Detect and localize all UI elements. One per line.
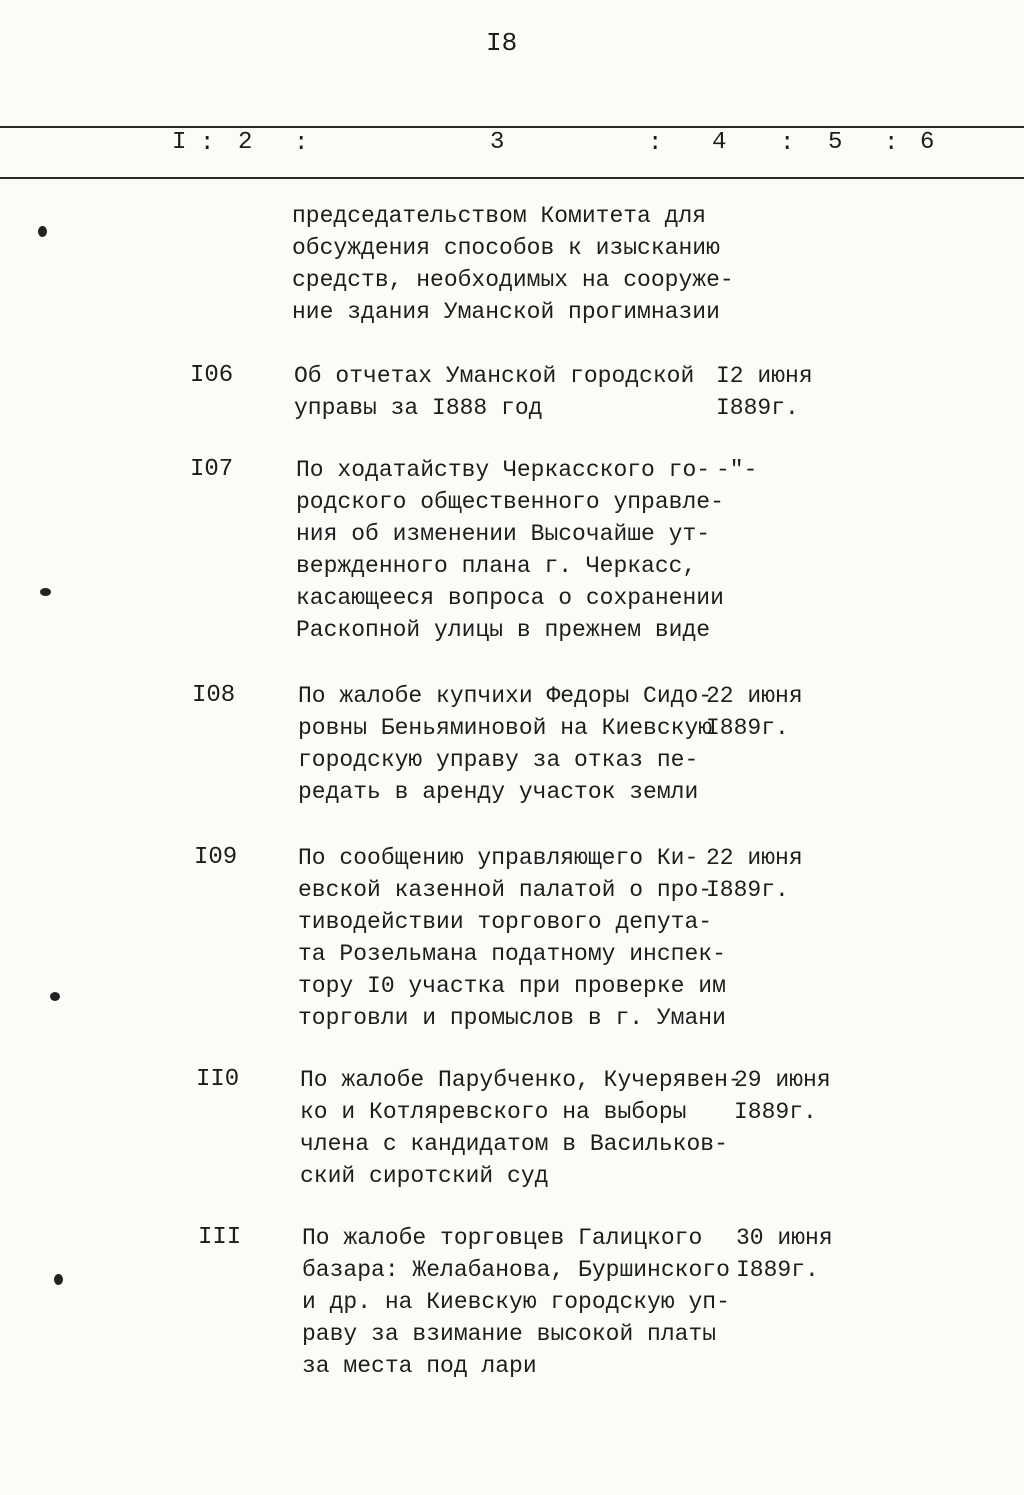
- ink-speck: [54, 1274, 63, 1285]
- description-line: раву за взимание высокой платы: [302, 1321, 717, 1347]
- column-separator: :: [294, 130, 309, 157]
- header-rule-top: [0, 126, 1024, 128]
- description-line: за места под лари: [302, 1353, 537, 1379]
- entry-description: [300, 1064, 742, 1192]
- description-line: вержденного плана г. Черкасс,: [296, 553, 697, 579]
- date-line: I2 июня: [716, 363, 813, 389]
- entry-date: [736, 1222, 833, 1286]
- column-header-1: I: [172, 129, 187, 156]
- column-separator: :: [884, 130, 899, 157]
- column-header-4: 4: [712, 129, 727, 156]
- description-line: члена с кандидатом в Васильков-: [300, 1131, 728, 1157]
- date-line: I889г.: [716, 395, 799, 421]
- description-line: обсуждения способов к изысканию: [292, 235, 720, 261]
- description-line: ский сиротский суд: [300, 1163, 549, 1189]
- entry-description: [294, 360, 694, 424]
- description-line: тиводействии торгового депута-: [298, 909, 713, 935]
- entry-number: I09: [194, 844, 238, 871]
- column-header-6: 6: [920, 129, 935, 156]
- description-line: Раскопной улицы в прежнем виде: [296, 617, 711, 643]
- date-line: I889г.: [706, 877, 789, 903]
- entry-description: [298, 842, 726, 1034]
- description-line: По сообщению управляющего Ки-: [298, 845, 699, 871]
- column-separator: :: [648, 130, 663, 157]
- column-separator: :: [780, 130, 795, 157]
- date-line: 22 июня: [706, 845, 803, 871]
- description-line: городскую управу за отказ пе-: [298, 747, 699, 773]
- date-line: -"-: [716, 457, 758, 483]
- description-line: родского общественного управле-: [296, 489, 724, 515]
- description-line: и др. на Киевскую городскую уп-: [302, 1289, 730, 1315]
- description-line: управы за I888 год: [294, 395, 543, 421]
- entry-description: [296, 454, 724, 646]
- description-line: ния об изменении Высочайше ут-: [296, 521, 711, 547]
- description-line: ко и Котляревского на выборы: [300, 1099, 687, 1125]
- entry-date: [716, 360, 813, 424]
- date-line: I889г.: [734, 1099, 817, 1125]
- header-rule-bottom: [0, 177, 1024, 179]
- entry-description: [298, 680, 712, 808]
- date-line: I889г.: [736, 1257, 819, 1283]
- date-line: 30 июня: [736, 1225, 833, 1251]
- description-line: средств, необходимых на сооруже-: [292, 267, 734, 293]
- description-line: ние здания Уманской прогимназии: [292, 299, 720, 325]
- description-line: базара: Желабанова, Буршинского: [302, 1257, 730, 1283]
- entry-number: I08: [192, 682, 236, 709]
- column-separator: :: [200, 130, 215, 157]
- description-line: По жалобе торговцев Галицкого: [302, 1225, 703, 1251]
- description-line: касающееся вопроса о сохранении: [296, 585, 724, 611]
- page-number: I8: [486, 28, 518, 58]
- continuation-description: [292, 200, 734, 328]
- description-line: ровны Беньяминовой на Киевскую: [298, 715, 713, 741]
- description-line: та Розельмана податному инспек-: [298, 941, 726, 967]
- ink-speck: [50, 992, 60, 1001]
- entry-date: [706, 680, 803, 744]
- description-line: По жалобе купчихи Федоры Сидо-: [298, 683, 713, 709]
- description-line: торговли и промыслов в г. Умани: [298, 1005, 726, 1031]
- description-line: тору I0 участка при проверке им: [298, 973, 726, 999]
- entry-description: [302, 1222, 730, 1382]
- entry-date: [734, 1064, 831, 1128]
- entry-number: I06: [190, 362, 234, 389]
- ink-speck: [40, 588, 51, 596]
- entry-date: [716, 454, 757, 486]
- description-line: Об отчетах Уманской городской: [294, 363, 695, 389]
- entry-date: [706, 842, 803, 906]
- entry-number: II0: [196, 1066, 240, 1093]
- description-line: По жалобе Парубченко, Кучерявен-: [300, 1067, 742, 1093]
- entry-number: III: [198, 1224, 242, 1251]
- description-line: председательством Комитета для: [292, 203, 707, 229]
- column-header-3: 3: [490, 129, 505, 156]
- description-line: редать в аренду участок земли: [298, 779, 699, 805]
- date-line: 29 июня: [734, 1067, 831, 1093]
- description-line: По ходатайству Черкасского го-: [296, 457, 711, 483]
- column-header-5: 5: [828, 129, 843, 156]
- date-line: 22 июня: [706, 683, 803, 709]
- description-line: евской казенной палатой о про-: [298, 877, 713, 903]
- date-line: I889г.: [706, 715, 789, 741]
- entry-number: I07: [190, 456, 234, 483]
- column-header-2: 2: [238, 129, 253, 156]
- ink-speck: [38, 226, 47, 237]
